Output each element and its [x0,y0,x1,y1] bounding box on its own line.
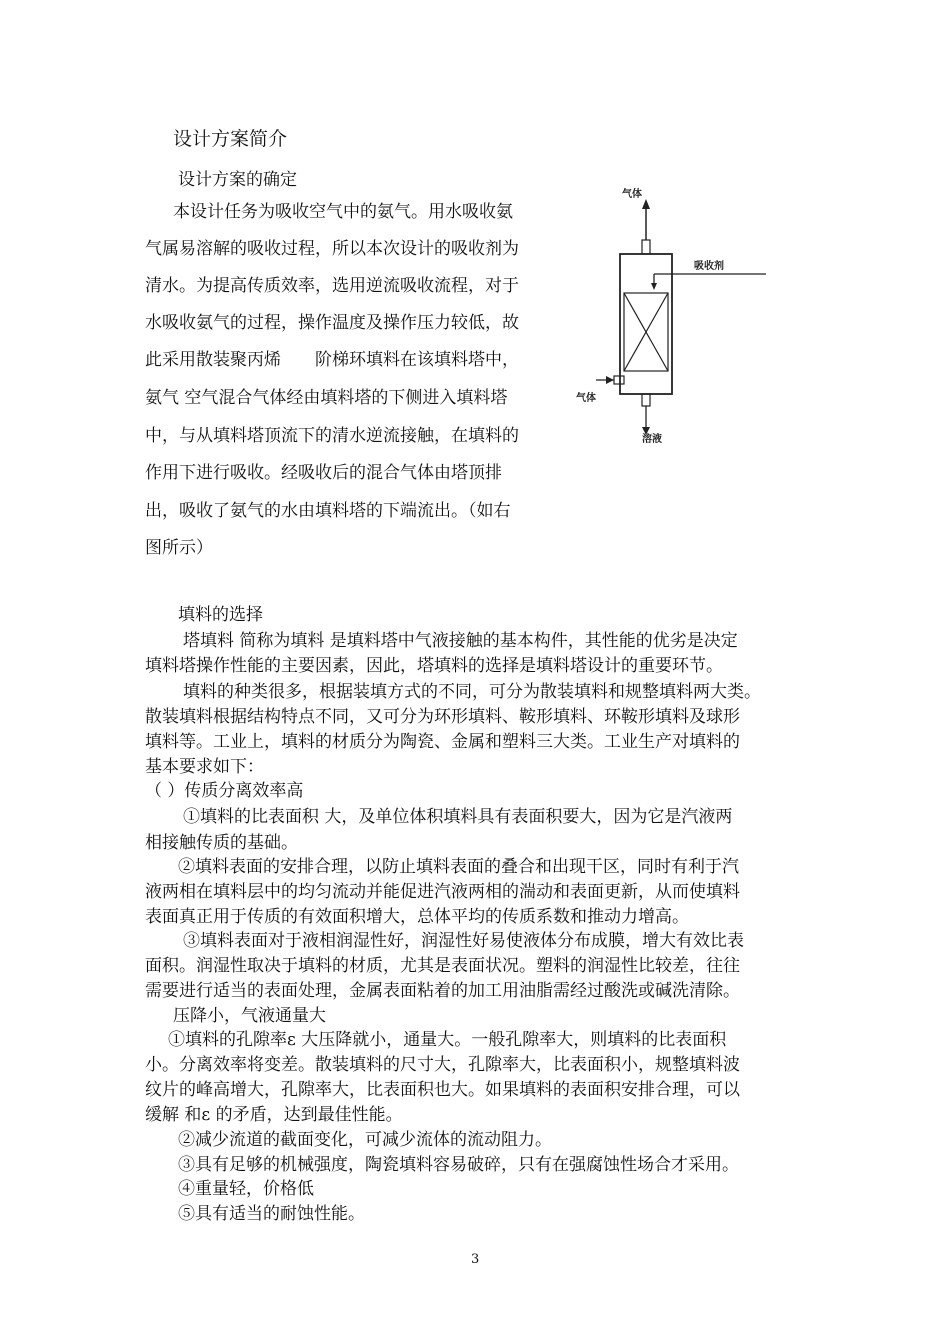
text-line: 需要进行适当的表面处理，金属表面粘着的加工用油脂需经过酸洗或碱洗清除。 [145,981,740,1001]
text-line: 液两相在填料层中的均匀流动并能促进汽液两相的湍动和表面更新，从而使填料 [145,882,740,902]
page-number: 3 [471,1252,480,1267]
text-line: 小。分离效率将变差。散装填料的尺寸大，孔隙率大，比表面积小，规整填料波 [145,1055,740,1075]
text-line: ③填料表面对于液相润湿性好，润湿性好易使液体分布成膜，增大有效比表 [183,931,744,951]
text-line: ②填料表面的安排合理，以防止填料表面的叠合和出现干区，同时有利于汽 [178,857,739,877]
text-line: 散装填料根据结构特点不同，又可分为环形填料、鞍形填料、环鞍形填料及球形 [145,707,740,727]
top-nozzle [642,240,650,254]
text-line: 相接触传质的基础。 [145,833,298,853]
liquid-arrow-icon [651,283,657,290]
intro-line: 此采用散装聚丙烯 阶梯环填料在该填料塔中， [145,350,519,370]
text-line: 塔填料 简称为填料 是填料塔中气液接触的基本构件，其性能的优劣是决定 [183,631,738,651]
text-line: ①填料的比表面积 大，及单位体积填料具有表面积要大，因为它是汽液两 [183,807,733,827]
text-line: 面积。润湿性取决于填料的材质，尤其是表面状况。塑料的润湿性比较差，往往 [145,956,740,976]
intro-line: 出，吸收了氨气的水由填料塔的下端流出。（如右 [145,501,511,521]
gas-outlet-arrow-icon [642,199,650,209]
requirement-2-title: 压降小，气液通量大 [173,1006,326,1026]
subsection-title: 设计方案的确定 [178,170,297,190]
intro-line: 作用下进行吸收。经吸收后的混合气体由塔顶排 [145,463,502,483]
text-line: 缓解 和ε 的矛盾，达到最佳性能。 [145,1105,403,1125]
gas-inlet-arrow-icon [606,376,614,384]
text-line: ①填料的孔隙率ε 大压降就小，通量大。一般孔隙率大，则填料的比表面积 [168,1030,727,1050]
packed-tower-diagram [576,185,776,445]
solution-label: 溶液 [642,434,662,445]
intro-line: 清水。为提高传质效率，选用逆流吸收流程，对于 [145,276,519,296]
req2-item-5: ⑤具有适当的耐蚀性能。 [178,1204,365,1224]
text-line: 填料的种类很多，根据装填方式的不同，可分为散装填料和规整填料两大类。 [183,682,761,702]
text-line: 基本要求如下： [145,757,264,777]
bottom-nozzle [642,394,650,406]
req2-item-3: ③具有足够的机械强度，陶瓷填料容易破碎，只有在强腐蚀性场合才采用。 [178,1155,739,1175]
gas-out-label: 气体 [622,189,642,200]
requirement-1-title: （ ）传质分离效率高 [145,781,304,801]
req2-item-2: ②减少流道的截面变化，可减少流体的流动阻力。 [178,1130,552,1150]
text-line: 纹片的峰高增大，孔隙率大，比表面积也大。如果填料的表面积安排合理，可以 [145,1080,740,1100]
intro-line: 水吸收氨气的过程，操作温度及操作压力较低，故 [145,313,519,333]
absorbent-label: 吸收剂 [694,261,724,272]
text-line: 填料等。工业上，填料的材质分为陶瓷、金属和塑料三大类。工业生产对填料的 [145,732,740,752]
packing-title: 填料的选择 [178,605,263,625]
column-shell [620,254,672,394]
req2-item-4: ④重量轻，价格低 [178,1179,314,1199]
intro-line: 图所示） [145,538,213,558]
intro-line: 中，与从填料塔顶流下的清水逆流接触，在填料的 [145,426,519,446]
intro-line: 气属易溶解的吸收过程，所以本次设计的吸收剂为 [145,239,519,259]
text-line: 填料塔操作性能的主要因素，因此，塔填料的选择是填料塔设计的重要环节。 [145,656,723,676]
gas-in-label: 气体 [576,393,596,404]
gas-inlet-nozzle [614,376,624,384]
intro-line: 氨气 空气混合气体经由填料塔的下侧进入填料塔 [145,388,508,408]
intro-line: 本设计任务为吸收空气中的氨气。用水吸收氨 [173,202,513,222]
section-title: 设计方案简介 [173,128,288,150]
text-line: 表面真正用于传质的有效面积增大，总体平均的传质系数和推动力增高。 [145,907,689,927]
